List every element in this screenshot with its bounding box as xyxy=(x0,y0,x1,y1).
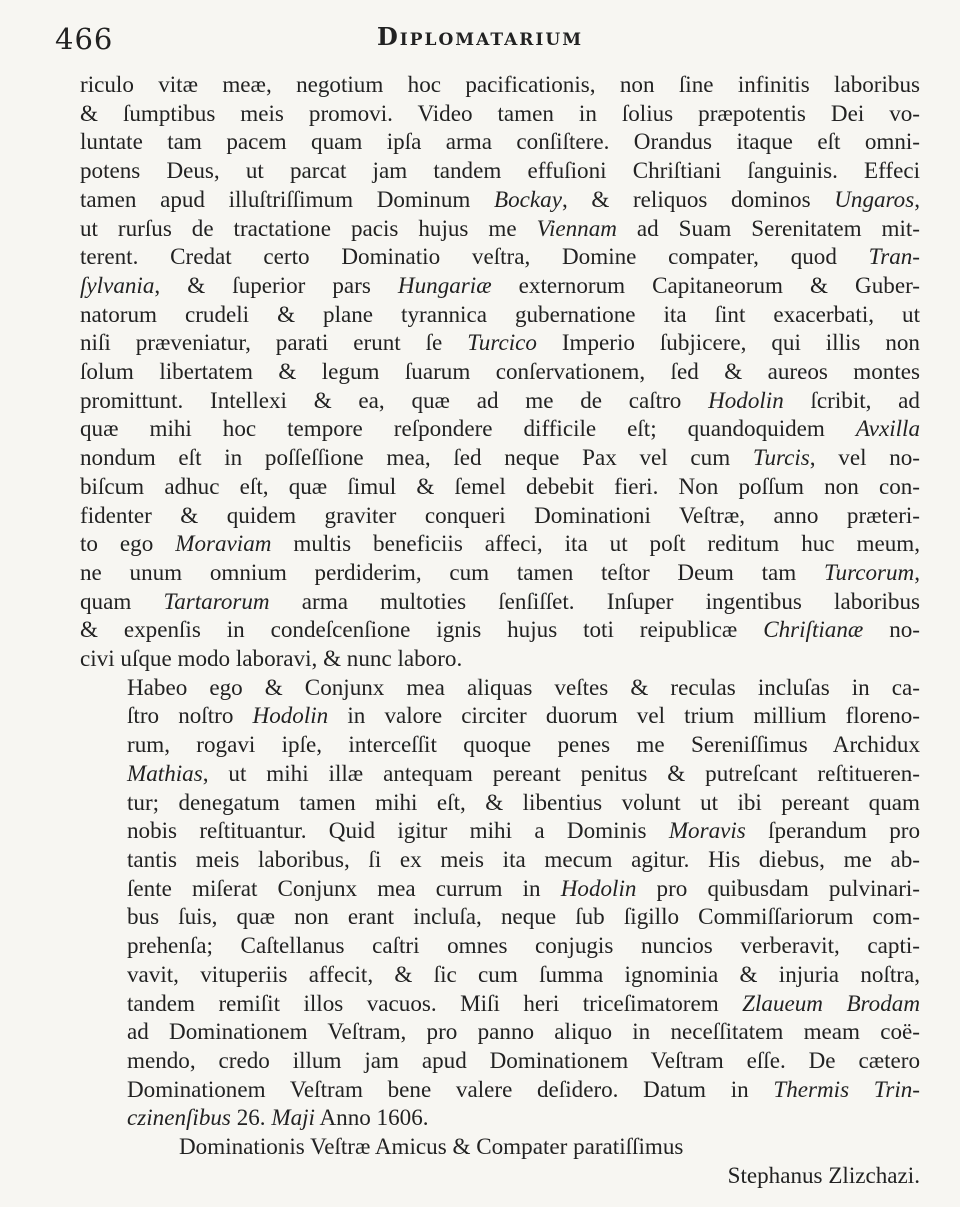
text-line xyxy=(80,214,920,243)
text-run: riculo vitæ meæ, negotium hoc pacificationis, non ſine infinitis laboribus xyxy=(80,71,920,97)
italic-term: Hodolin xyxy=(252,702,329,729)
text-line xyxy=(80,874,920,903)
text-run: promittunt. Intellexi & ea, quæ ad me de caſtro xyxy=(80,386,709,413)
text-run: Dominationem Veſtram bene valere deſidero. Datum in xyxy=(127,1075,774,1102)
text-run: & ſumptibus meis promovi. Video tamen in ſolius præpotentis Dei vo- xyxy=(80,99,920,126)
text-run: bus ſuis, quæ non erant incluſa, neque ſub ſigillo Commiſſariorum com- xyxy=(127,903,920,930)
text-line xyxy=(80,673,920,702)
italic-term: ſylvania xyxy=(80,271,155,298)
text-run: tantis meis laboribus, ſi ex meis ita mecum agitur. His diebus, me ab- xyxy=(127,845,920,872)
italic-term: Zlaueum Brodam xyxy=(742,989,920,1016)
text-run: prehenſa; Caſtellanus caſtri omnes conjugis nuncios verberavit, capti- xyxy=(127,932,920,959)
text-run: Habeo ego & Conjunx mea aliquas veſtes & reculas incluſas in ca- xyxy=(127,673,920,700)
text-run: , ut mihi illæ antequam pereant penitus & putreſcant reſtitueren- xyxy=(202,759,920,786)
text-run: tandem remiſit illos vacuos. Miſi heri triceſimatorem xyxy=(127,989,743,1016)
text-line xyxy=(80,99,920,128)
text-run: , vel no- xyxy=(809,444,920,471)
text-run: in valore circiter duorum vel trium millium floreno- xyxy=(328,702,920,729)
text-line xyxy=(80,501,920,530)
text-run: nondum eſt in poſſeſſione mea, ſed neque Pax vel cum xyxy=(80,444,753,471)
text-line xyxy=(80,730,920,759)
text-line xyxy=(80,529,920,558)
text-run: terent. Credat certo Dominatio veſtra, Domine compater, quod xyxy=(80,243,869,270)
text-run: , & ſuperior pars xyxy=(154,271,398,298)
text-run: ut rurſus de tractatione pacis hujus me xyxy=(80,214,537,241)
text-run: to ego xyxy=(80,530,176,557)
text-run: Imperio ſubjicere, qui illis non xyxy=(536,329,920,356)
signature: Stephanus Zlizchazi. xyxy=(727,1161,920,1188)
text-run: ſtro noſtro xyxy=(127,702,253,729)
text-line xyxy=(80,357,920,386)
text-line xyxy=(80,185,920,214)
text-line xyxy=(80,931,920,960)
text-run: fidenter & quidem graviter conqueri Dominationi Veſtræ, anno præteri- xyxy=(80,501,920,528)
text-line xyxy=(80,414,920,443)
text-line xyxy=(80,701,920,730)
text-line xyxy=(80,902,920,931)
running-title: Diplomatarium xyxy=(376,22,584,51)
page-number: 466 xyxy=(55,22,114,56)
italic-term: Tran- xyxy=(868,243,920,270)
paragraph-2 xyxy=(80,673,920,1132)
text-run: ſente miſerat Conjunx mea currum in xyxy=(127,874,561,901)
text-line xyxy=(80,816,920,845)
text-run: tur; denegatum tamen mihi eſt, & libentius volunt ut ibi pereant quam xyxy=(127,788,920,815)
text-line xyxy=(80,271,920,300)
text-line xyxy=(80,558,920,587)
text-run: pro quibusdam pulvinari- xyxy=(636,874,921,901)
text-run: vavit, vituperiis affecit, & ſic cum ſumma ignominia & injuria noſtra, xyxy=(127,960,920,987)
italic-term: Turcico xyxy=(467,329,537,356)
text-line xyxy=(80,960,920,989)
letter-body xyxy=(80,70,920,1189)
text-run: ad Dominationem Veſtram, pro panno aliquo in neceſſitatem meam coë- xyxy=(127,1018,920,1045)
italic-term: czinenſibus xyxy=(127,1104,231,1131)
paragraph-1 xyxy=(80,70,920,673)
text-run: no- xyxy=(863,616,920,643)
italic-term: Hodolin xyxy=(560,874,637,901)
text-line xyxy=(80,845,920,874)
text-line xyxy=(80,1103,920,1132)
text-line xyxy=(80,328,920,357)
text-run: , xyxy=(914,558,920,585)
text-run: rum, rogavi ipſe, interceſſit quoque penes me Sereniſſimus Archidux xyxy=(127,731,920,758)
italic-term: Hungariæ xyxy=(397,271,492,298)
italic-term: Avxilla xyxy=(855,415,920,442)
italic-term: Hodolin xyxy=(708,386,784,413)
text-run: & expenſis in condeſcenſione ignis hujus toti reipublicæ xyxy=(80,616,764,643)
italic-term: Ungaros xyxy=(834,185,915,212)
text-run: tamen apud illuſtriſſimum Dominum xyxy=(80,185,495,212)
text-line xyxy=(80,386,920,415)
text-run: ſolum libertatem & legum ſuarum conſervationem, ſed & aureos montes xyxy=(80,358,920,385)
text-line xyxy=(80,644,920,673)
italic-term: Chriſtianæ xyxy=(763,616,864,643)
text-line xyxy=(80,615,920,644)
italic-term: Tartarorum xyxy=(163,587,270,614)
text-line xyxy=(80,759,920,788)
italic-term: Moravis xyxy=(668,817,746,844)
text-line xyxy=(80,300,920,329)
closing-formula: Dominationis Veſtræ Amicus & Compater paratiſſimus xyxy=(179,1133,684,1160)
italic-term: Bockay xyxy=(494,185,562,212)
text-line xyxy=(80,1017,920,1046)
text-run: ſcribit, ad xyxy=(783,386,920,413)
italic-term: Thermis Trin- xyxy=(773,1075,920,1102)
italic-term: Mathias xyxy=(127,759,203,786)
text-line xyxy=(80,989,920,1018)
text-line xyxy=(80,788,920,817)
text-line xyxy=(80,156,920,185)
text-line xyxy=(80,1075,920,1104)
text-run: Anno 1606. xyxy=(314,1104,429,1131)
text-line xyxy=(80,1046,920,1075)
text-run: ne unum omnium perdiderim, cum tamen teſtor Deum tam xyxy=(80,558,824,585)
italic-term: Maji xyxy=(271,1104,315,1131)
text-run: externorum Capitaneorum & Guber- xyxy=(491,271,920,298)
italic-term: Turcis xyxy=(752,444,810,471)
text-run: ſperandum pro xyxy=(745,817,920,844)
text-run: ad Suam Serenitatem mit- xyxy=(616,214,920,241)
italic-term: Moraviam xyxy=(175,530,272,557)
text-run: mendo, credo illum jam apud Dominationem Veſtram eſſe. De cætero xyxy=(127,1046,920,1073)
text-line xyxy=(80,443,920,472)
text-run: niſi præveniatur, parati erunt ſe xyxy=(80,329,468,356)
text-run: arma multoties ſenſiſſet. Inſuper ingentibus laboribus xyxy=(269,587,920,614)
text-run: 26. xyxy=(230,1104,272,1131)
text-run: luntate tam pacem quam ipſa arma conſiſtere. Orandus itaque eſt omni- xyxy=(80,128,920,155)
text-line xyxy=(80,587,920,616)
page-header xyxy=(55,22,905,62)
text-line xyxy=(80,127,920,156)
text-run: multis beneficiis affeci, ita ut poſt reditum huc meum, xyxy=(271,530,920,557)
text-run: biſcum adhuc eſt, quæ ſimul & ſemel debebit fieri. Non poſſum non con- xyxy=(80,472,920,499)
text-run: natorum crudeli & plane tyrannica gubernatione ita ſint exacerbati, ut xyxy=(80,300,920,327)
text-line xyxy=(80,472,920,501)
text-run: civi uſque modo laboravi, & nunc laboro. xyxy=(80,645,463,672)
text-run: quam xyxy=(80,587,164,614)
text-run: nobis reſtituantur. Quid igitur mihi a Dominis xyxy=(127,817,669,844)
text-run: potens Deus, ut parcat jam tandem effuſioni Chriſtiani ſanguinis. Effeci xyxy=(80,157,920,184)
italic-term: Viennam xyxy=(536,214,617,241)
text-line xyxy=(80,242,920,271)
text-line xyxy=(80,70,920,99)
text-run: , xyxy=(914,185,920,212)
text-run: , & reliquos dominos xyxy=(561,185,835,212)
italic-term: Turcorum xyxy=(823,558,915,585)
text-run: quæ mihi hoc tempore reſpondere difficile eſt; quandoquidem xyxy=(80,415,856,442)
